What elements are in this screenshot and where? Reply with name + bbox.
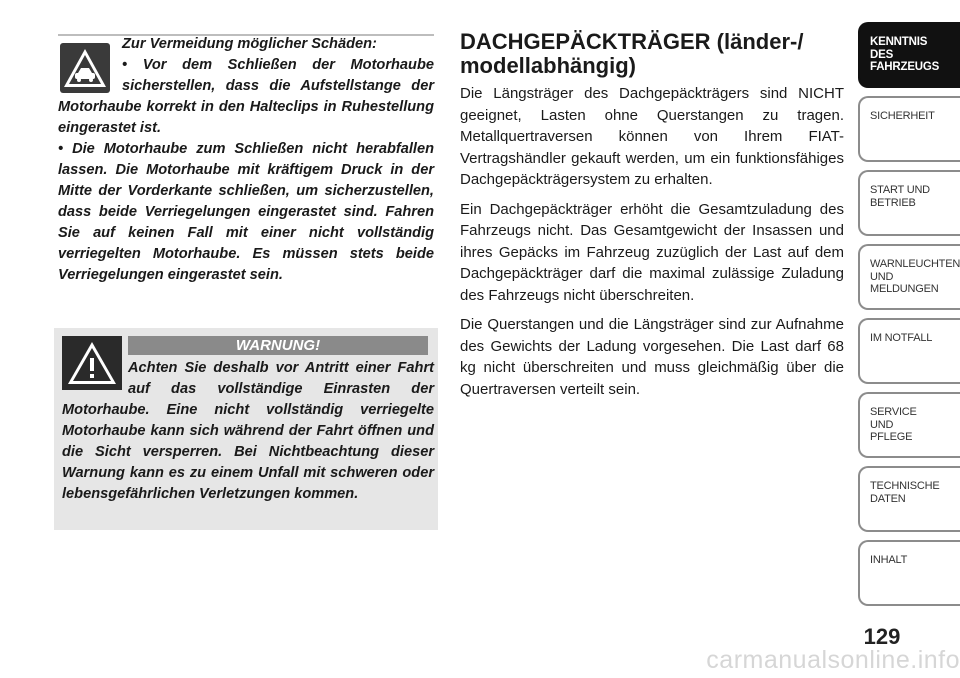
page-number: 129 <box>863 624 901 649</box>
tab-inhalt[interactable]: INHALT <box>858 540 960 606</box>
caution-divider <box>58 34 434 36</box>
caution-bullet-latch: • Vor dem Schließen der Motorhaube sicherstellen, dass die Aufstellstange der Motorhaube korrekt in den Halteclips in Ruhestellung eingerastet ist. <box>58 57 434 136</box>
tab-start-und-betrieb[interactable]: START UND BETRIEB <box>858 170 960 236</box>
watermark: carmanualsonline.info <box>706 646 960 674</box>
section-title: DACHGEPÄCKTRÄGER (länder-/ modellabhängig) <box>460 29 804 78</box>
caution-heading: Zur Vermeidung möglicher Schäden: <box>122 36 377 52</box>
tab-im-notfall[interactable]: IM NOTFALL <box>858 318 960 384</box>
chapter-tabs <box>858 22 960 614</box>
roof-rack-section <box>460 30 844 408</box>
warning-label: WARNUNG! <box>128 336 428 355</box>
warning-text-block <box>62 358 434 505</box>
paragraph-1: Die Längsträger des Dachgepäckträgers sind NICHT geeignet, Lasten ohne Querstangen zu tragen. Metallquertraversen können von Ihrem FIAT-Vertragshändler gekauft werden, um ein funktionsfähiges Dachgepäckträgersystem zu erhalten. <box>460 85 844 188</box>
tab-warnleuchten[interactable]: WARNLEUCHTEN UND MELDUNGEN <box>858 244 960 310</box>
paragraph-3: Die Querstangen und die Längsträger sind zur Aufnahme des Gewichts der Ladung vorgesehen. Die Last darf 68 kg nicht überschreiten und muss gleichmäßig über die Quertraversen verteilt sein. <box>460 316 844 398</box>
tab-technische-daten[interactable]: TECHNISCHE DATEN <box>858 466 960 532</box>
warning-box <box>54 328 438 530</box>
warning-text: Achten Sie deshalb vor Antritt einer Fahrt auf das vollständige Einrasten der Motorhaube. Eine nicht vollständig verriegelte Motorhaube kann sich während der Fahrt öffnen und die Sicht versperren. Bei Nichtbeachtung dieser Warnung kann es zu einem Unfall mit schweren oder lebensgefährlichen Verletzungen kommen. <box>62 360 434 502</box>
caution-bullet-close: • Die Motorhaube zum Schließen nicht herabfallen lassen. Die Motorhaube mit kräftigem Druck in der Mitte der Vorderkante schließen, um sicherzustellen, dass beide Verriegelungen eingerastet sind. Fahren Sie auf keinen Fall mit einer nicht vollständig verriegelten Motorhaube. Es müssen stets beide Verriegelungen eingerastet sein. <box>58 141 434 283</box>
tab-kenntnis-des-fahrzeugs[interactable]: KENNTNIS DES FAHRZEUGS <box>858 22 960 88</box>
caution-note <box>58 34 434 286</box>
car-caution-icon <box>60 43 110 93</box>
tab-service-und-pflege[interactable]: SERVICE UND PFLEGE <box>858 392 960 458</box>
paragraph-2: Ein Dachgepäckträger erhöht die Gesamtzuladung des Fahrzeugs nicht. Das Gesamtgewicht der Insassen und ihres Gepäcks im Fahrzeug zuzüglich der Last auf dem Dachgepäckträger darf die maximal zulässige Zuladung des Fahrzeugs nicht überschreiten. <box>460 200 844 304</box>
tab-sicherheit[interactable]: SICHERHEIT <box>858 96 960 162</box>
